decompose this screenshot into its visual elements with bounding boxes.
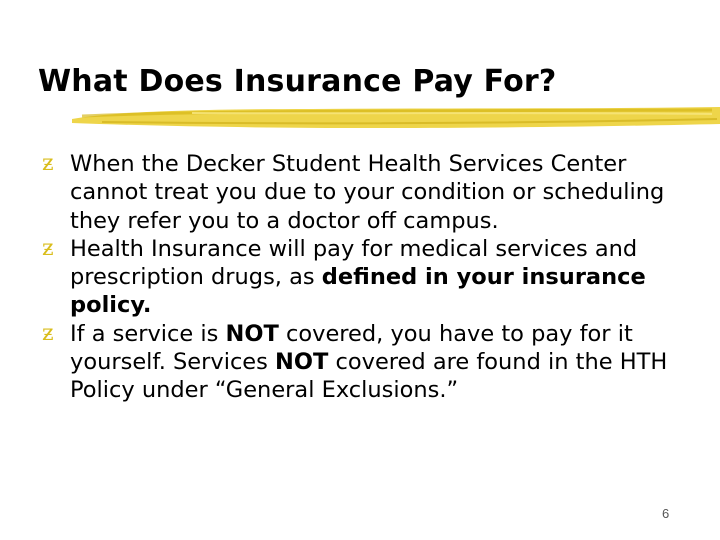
bullet-item <box>42 320 702 405</box>
z-bullet-icon: ƶ <box>42 235 54 261</box>
bullet-text: When the Decker Student Health Services Center cannot treat you due to your condition or scheduling they refer you to a doctor off campus. <box>70 151 665 234</box>
bullet-item <box>42 235 702 320</box>
bullet-text-bold: defined in your insurance policy. <box>70 264 646 319</box>
bullet-text: covered, you have to pay for it yourself. Services <box>70 320 633 376</box>
bullet-list <box>42 150 702 405</box>
bullet-text-bold: NOT <box>225 320 279 347</box>
page-number: 6 <box>662 506 670 521</box>
slide-title: What Does Insurance Pay For? <box>38 64 557 99</box>
z-bullet-icon: ƶ <box>42 151 54 176</box>
title-underline-brushstroke <box>72 103 720 133</box>
z-bullet-icon: ƶ <box>42 320 54 346</box>
bullet-text: Health Insurance will pay for medical services and prescription drugs, as <box>70 235 638 291</box>
bullet-item <box>42 150 702 235</box>
bullet-text-bold: NOT <box>275 349 329 376</box>
bullet-text: covered are found in the HTH Policy under “General Exclusions.” <box>70 349 668 404</box>
bullet-text: If a service is <box>70 320 226 347</box>
